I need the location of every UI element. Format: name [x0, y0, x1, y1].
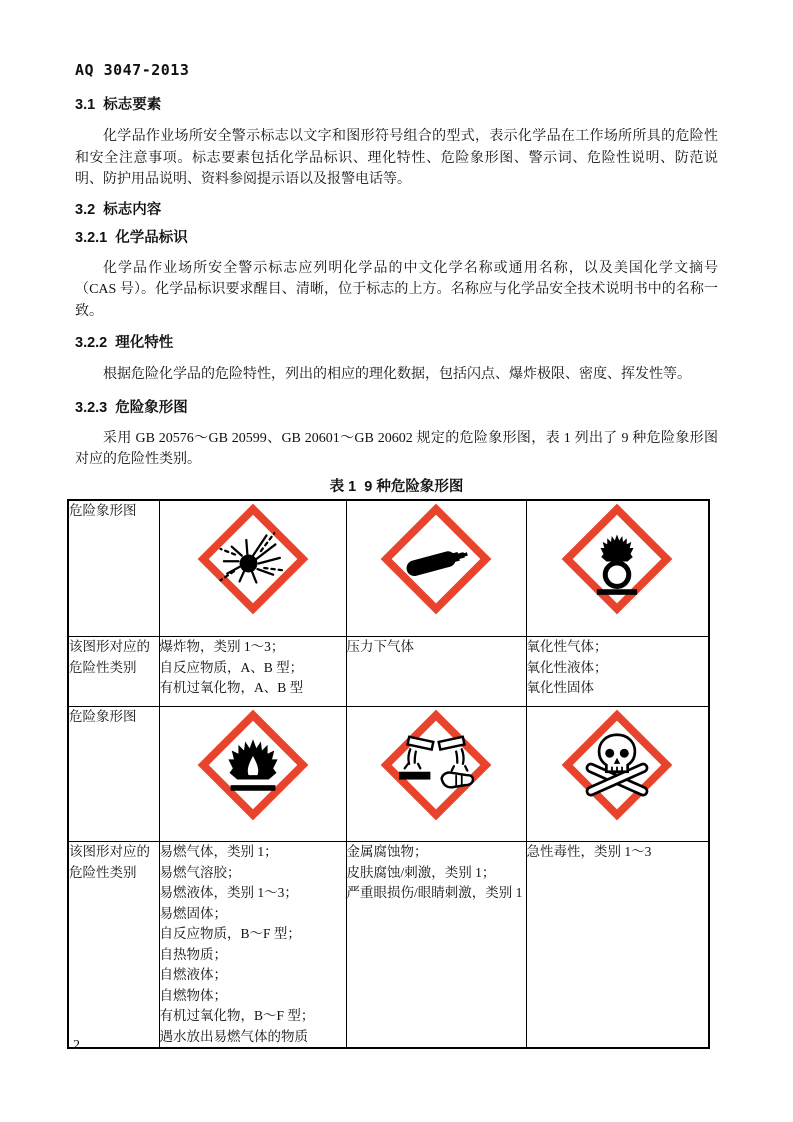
- category-line: 自反应物质，B～F 型；: [159, 926, 301, 941]
- category-line: 金属腐蚀物；: [346, 844, 428, 859]
- category-line: 氧化性液体；: [526, 659, 608, 675]
- row-label-category-1: 该图形对应的危险性类别: [68, 637, 159, 707]
- category-line: 自燃物体；: [159, 987, 227, 1003]
- pictogram-corrosion-icon: [380, 709, 492, 821]
- table-row-pictograms-1: [68, 500, 709, 637]
- section-heading-3-1: 3.1 标志要素: [75, 97, 162, 113]
- category-line: 严重眼损伤/眼睛刺激，类别 1: [346, 885, 523, 900]
- section-heading-3-2: 3.2 标志内容: [75, 201, 162, 218]
- category-cell-corrosives: [346, 842, 526, 1049]
- document-body: [69, 94, 718, 1049]
- table-row-categories-1: [68, 637, 709, 707]
- paragraph-3-1: 化学品作业场所安全警示标志以文字和图形符号组合的型式，表示化学品在工作场所所具的危险性和安全注意事项。标志要素包括化学品标识、理化特性、危险象形图、警示词、危险性说明、防范说明、防护用品说明、资料参阅提示语以及报警电话等。: [75, 129, 718, 187]
- pictogram-flame-icon: [197, 709, 309, 821]
- category-line: 自热物质；: [159, 946, 227, 962]
- pictogram-flame-over-circle-icon: [561, 503, 673, 615]
- category-cell-flammables: [159, 842, 346, 1049]
- category-line: 遇水放出易燃气体的物质: [159, 1028, 308, 1044]
- pictogram-cell-3: [526, 500, 709, 637]
- category-line: 爆炸物，类别 1～3；: [159, 639, 285, 654]
- pictogram-skull-crossbones-icon: [561, 709, 673, 821]
- page-number: 2: [73, 1038, 80, 1053]
- category-line: 氧化性气体；: [526, 639, 608, 654]
- pictogram-exploding-bomb-icon: [197, 503, 309, 615]
- category-cell-acute-toxicity: [526, 842, 709, 1049]
- paragraph-3-2-2: 根据危险化学品的危险特性，列出的相应的理化数据，包括闪点、爆炸极限、密度、挥发性等。: [103, 367, 691, 382]
- paragraph-3-2-1: 化学品作业场所安全警示标志应列明化学品的中文化学名称或通用名称，以及美国化学文摘号（CAS 号）。化学品标识要求醒目、清晰，位于标志的上方。名称应与化学品安全技术说明书中的名称一致。: [75, 260, 718, 319]
- category-line: 皮肤腐蚀/刺激，类别 1；: [346, 864, 496, 880]
- category-line: 压力下气体: [346, 639, 414, 654]
- section-heading-3-2-1: 3.2.1 化学品标识: [75, 229, 188, 246]
- table-row-categories-2: [68, 842, 709, 1049]
- pictogram-cell-1: [159, 500, 346, 637]
- pictogram-cell-5: [346, 707, 526, 842]
- category-line: 易燃液体，类别 1～3；: [159, 885, 298, 900]
- table-title: 表 1 9 种危险象形图: [329, 478, 464, 495]
- row-label-pictogram-2: 危险象形图: [68, 707, 159, 842]
- pictogram-gas-cylinder-icon: [380, 503, 492, 615]
- paragraph-3-2-3: 采用 GB 20576～GB 20599、GB 20601～GB 20602 规定的危险象形图，表 1 列出了 9 种危险象形图对应的危险性类别。: [75, 430, 718, 467]
- row-label-pictogram: 危险象形图: [68, 500, 159, 637]
- category-cell-explosives: [159, 637, 346, 707]
- table-row-pictograms-2: [68, 707, 709, 842]
- category-cell-oxidizers: [526, 637, 709, 707]
- category-line: 氧化性固体: [526, 680, 594, 695]
- category-line: 易燃固体；: [159, 905, 227, 921]
- pictogram-cell-6: [526, 707, 709, 842]
- category-line: 易燃气体，类别 1；: [159, 844, 278, 859]
- hazard-pictogram-table: [67, 499, 710, 1050]
- pictogram-cell-2: [346, 500, 526, 637]
- section-heading-3-2-3: 3.2.3 危险象形图: [75, 399, 188, 416]
- category-line: 易燃气溶胶；: [159, 864, 241, 880]
- category-line: 有机过氧化物，A、B 型: [159, 680, 304, 695]
- category-line: 急性毒性，类别 1～3: [526, 844, 652, 859]
- row-label-category-2: 该图形对应的危险性类别: [68, 842, 159, 1049]
- document-number: AQ 3047-2013: [75, 61, 190, 79]
- category-line: 有机过氧化物，B～F 型；: [159, 1008, 315, 1023]
- pictogram-cell-4: [159, 707, 346, 842]
- section-heading-3-2-2: 3.2.2 理化特性: [75, 335, 174, 351]
- category-line: 自反应物质，A、B 型；: [159, 659, 304, 675]
- category-line: 自燃液体；: [159, 967, 227, 982]
- category-cell-gases-under-pressure: [346, 637, 526, 707]
